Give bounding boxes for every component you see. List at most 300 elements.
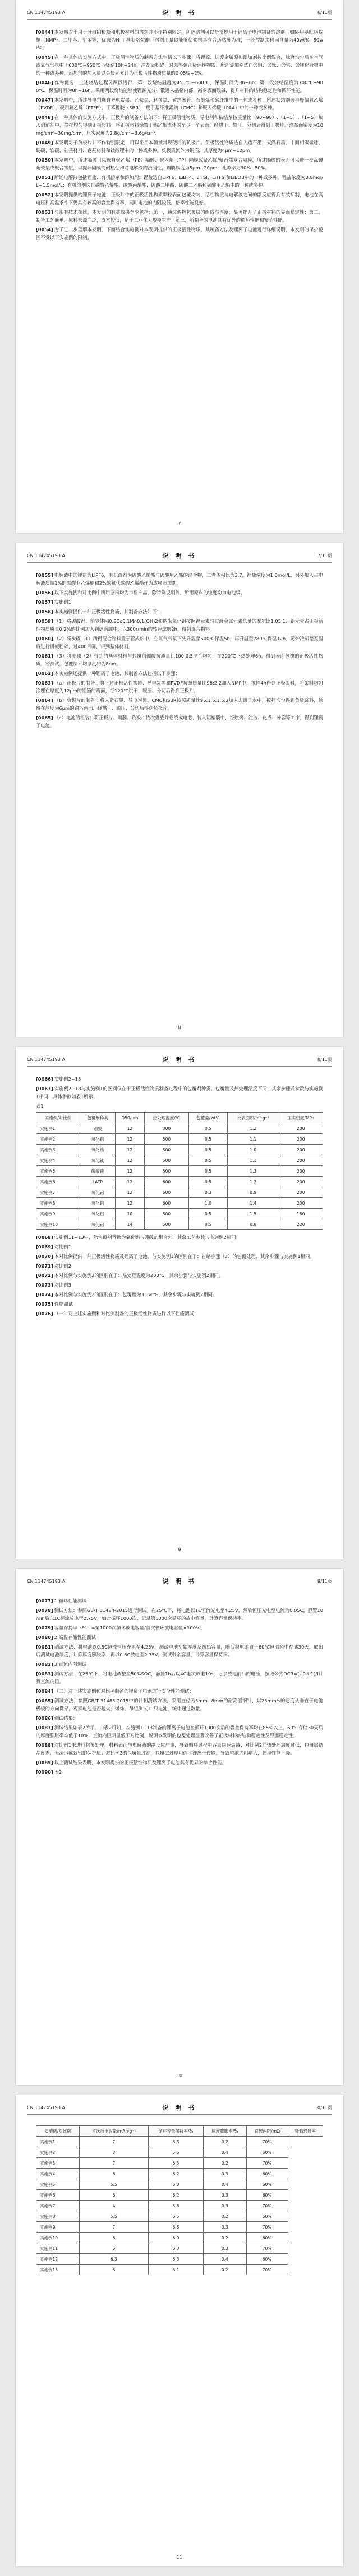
paragraph-text: 对比例1未进行包覆处理，材料表面与电解液的副反应严重，导致循环过程中容量快速衰减；对比例2的热处理温度过低，包覆层结晶度差，无法形成致密的保护层；对比例3的包覆量过高，包覆层过厚阻碍了锂离子传输，导致电池内阻增大，倍率性能下降。 [36, 1742, 323, 1756]
table-cell: 0.3 [204, 2222, 246, 2233]
paragraph-text: 实施例11~13中，除包覆剂替换为氧化铝与硼酸的组合外，其余工艺参数与实施例2相同。 [54, 1234, 241, 1240]
publication-number: CN 114745193 A [27, 1579, 65, 1584]
paragraph-text: 本对比例与实施例2的区别在于：包覆量为3.0wt%，其余步骤与实施例2相同。 [54, 1292, 218, 1297]
paragraph-text: （a）正极片的制备：将上述正极活性物质、导电炭黑和PVDF按照质量比96:2:2加入NMP中，搅拌4h得到正极浆料，将浆料均匀涂覆在厚度为12μm的铝箔的两面，经120℃烘干、辊压、分切后得到正极片。 [36, 680, 323, 694]
table-header-cell: 比表面积/m²·g⁻¹ [227, 1113, 279, 1123]
paragraph-number: [0051] [36, 175, 53, 180]
paragraph-text: 对比例1 [54, 1244, 71, 1250]
paragraph-text: 所述电解液包括锂盐、有机溶剂和添加剂；锂盐选自LiPF6、LiBF4、LiFSI、LiTFSI和LiBOB中的一种或多种，锂盐浓度为0.8mol/L~1.5mol/L；有机溶剂选自碳酸乙烯酯、碳酸丙烯酯、碳酸二甲酯、碳酸二乙酯和碳酸甲乙酯中的一种或多种。 [36, 175, 323, 188]
table-cell: 实施例13 [36, 2265, 80, 2275]
paragraph [36, 679, 323, 695]
paragraph [36, 1697, 323, 1712]
table-row [36, 2233, 323, 2243]
table-cell: 12 [115, 1134, 144, 1145]
table-cell: 0.3 [189, 1187, 228, 1198]
table-header-cell: 循环容量保持率/% [148, 2126, 203, 2137]
table-cell: 1.0 [227, 1145, 279, 1155]
table-cell: 200 [279, 1155, 323, 1166]
paragraph-text: （c）电池的组装：将正极片、隔膜、负极片依次叠放并卷绕成电芯，装入铝塑膜中，经烘烤、注液、化成、分容等工序，得到锂离子电池。 [36, 715, 323, 728]
table-cell: 200 [279, 1187, 323, 1198]
table-cell: 实施例1 [36, 2137, 80, 2147]
paragraph-number: [0067] [36, 1086, 53, 1091]
paragraph-number: [0055] [36, 572, 53, 578]
paragraph-text: 测试方法：参照GB/T 31485-2015中的针刺测试方法，采用直径为5mm~8mm的耐高温钢针，以25mm/s的速度从垂直于电池极板的方向贯穿，观察电池是否起火、爆炸。每组测试10只电池，统计通过数量。 [36, 1698, 323, 1711]
paragraph-number: [0076] [36, 1311, 53, 1316]
table-row [36, 2222, 323, 2233]
paragraph [36, 714, 323, 729]
table-cell: 200 [279, 1145, 323, 1155]
table-cell: 0.5 [189, 1166, 228, 1177]
table-cell: 1.1 [227, 1134, 279, 1145]
table-row [36, 2147, 323, 2158]
table-cell: 500 [144, 1219, 188, 1230]
table-cell: 0.5 [189, 1145, 228, 1155]
table-cell: 10 [115, 1209, 144, 1219]
paragraph [36, 28, 323, 52]
table-cell: 6 [79, 2233, 148, 2243]
table-cell: 0.2 [204, 2265, 246, 2275]
paragraph-number: [0050] [36, 157, 53, 163]
table-cell: 200 [279, 1166, 323, 1177]
table-cell: 实施例6 [36, 2190, 80, 2201]
paragraph-text: 表2 [54, 1769, 62, 1775]
table-cell: 12 [115, 1198, 144, 1209]
paragraph-text: 本发明中，所述导电剂选自导电炭黑、乙炔黑、科琴黑、碳纳米管、石墨烯和碳纤维中的一种或多种；所述粘结剂选自聚偏氟乙烯（PVDF）、聚四氟乙烯（PTFE）、丁苯橡胶（SBR）、羧甲基纤维素钠（CMC）和聚丙烯酸（PAA）中的一种或多种。 [36, 97, 323, 111]
paragraph-text: 实施例2~13与实施例1的区别仅在于正极活性物质制备过程中的包覆剂种类、包覆量及热处理温度不同，其余步骤及参数与实施例1相同，具体参数如表1所示。 [36, 1086, 323, 1099]
table-cell: 70% [246, 2265, 288, 2275]
table-cell: 12 [115, 1155, 144, 1166]
paragraph-number: [0075] [36, 1301, 53, 1307]
table-cell: 4 [79, 2201, 148, 2211]
paragraph-number: [0090] [36, 1769, 53, 1775]
table-cell: 200 [279, 1123, 323, 1134]
table-cell: 6.0 [148, 2179, 203, 2190]
table-row [36, 2179, 323, 2190]
paragraph [36, 1643, 323, 1659]
table-header-cell: 实施例/对比例 [36, 2126, 80, 2137]
table-cell: 600 [144, 1187, 188, 1198]
table-cell: 磷酸锂 [80, 1166, 115, 1177]
paragraph [36, 1741, 323, 1757]
table-cell: 0.2 [204, 2158, 246, 2169]
paragraph [36, 1075, 323, 1083]
table-cell: 0.4 [204, 2254, 246, 2265]
table-cell: 60% [246, 2147, 288, 2158]
table-body [36, 2137, 323, 2275]
table-body [36, 1123, 323, 1230]
paragraph-number: [0068] [36, 1234, 53, 1240]
table-cell: 6.8 [148, 2222, 203, 2233]
table-cell: 500 [144, 1134, 188, 1145]
table-cell: 0.3 [204, 2190, 246, 2201]
table-cell: 0.4 [204, 2147, 246, 2158]
parameter-table [36, 1112, 323, 1230]
table-cell: 实施例7 [36, 2201, 80, 2211]
table-cell: 1.1 [227, 1155, 279, 1166]
table-cell: 实施例2 [36, 1134, 80, 1145]
table-cell: 氧化铝 [80, 1134, 115, 1145]
paragraph [36, 1758, 323, 1766]
table-cell: LATP [80, 1177, 115, 1187]
table-cell: 70% [246, 2222, 288, 2233]
table-cell: 0.3 [204, 2243, 246, 2254]
table-header-row [36, 2126, 323, 2137]
table-cell: 氧化铝 [80, 1198, 115, 1209]
table-row [36, 2137, 323, 2147]
page-number: 11 [176, 2555, 183, 2560]
paragraph-number: [0056] [36, 590, 53, 595]
paragraph-text: 实施例2~13 [54, 1076, 81, 1082]
paragraph-number: [0073] [36, 1282, 53, 1288]
paragraph-text: 对比例2 [54, 1263, 71, 1269]
page-number: 7 [178, 521, 181, 526]
paragraph-number: [0071] [36, 1263, 53, 1269]
table-cell: 7 [79, 2137, 148, 2147]
paragraph [36, 96, 323, 112]
paragraph-number: [0045] [36, 54, 53, 60]
table-row [36, 2254, 323, 2265]
paragraph-number: [0065] [36, 715, 53, 720]
table-row [36, 1219, 323, 1230]
table-cell: 0.2 [204, 2233, 246, 2243]
paragraph-text: 3.直流内阻测试 [54, 1661, 87, 1667]
paragraph [36, 226, 323, 241]
table-header-row [36, 1113, 323, 1123]
table-cell: 500 [144, 1209, 188, 1219]
table-row [36, 2158, 323, 2169]
table-cell: 实施例10 [36, 2233, 80, 2243]
table-cell: 0.5 [189, 1177, 228, 1187]
paragraph [36, 208, 323, 224]
page-header [27, 1576, 332, 1588]
table-header-cell: 热处理温度/℃ [144, 1113, 188, 1123]
publication-number: CN 114745193 A [27, 2105, 65, 2110]
table-cell: 5.5 [79, 2211, 148, 2222]
paragraph-number: [0074] [36, 1292, 53, 1297]
paragraph-number: [0058] [36, 609, 53, 614]
paragraph [36, 1724, 323, 1739]
paragraph-text: 测试结果如表2所示。由表2可知，实施例1~13制备的锂离子电池在循环1000次后的容量保持率均在85%以上，60℃存储30天后的厚度膨胀率均低于10%，直流内阻明显低于对比例，说明本发明的包覆处理显著改善了正极材料的结构稳定性及界面稳定性。 [36, 1725, 323, 1738]
table-row [36, 1134, 323, 1145]
paragraph [36, 1633, 323, 1641]
paragraph-text: 测试结果： [54, 1715, 78, 1721]
paragraph-number: [0044] [36, 29, 53, 35]
paragraph-text: （b）负极片的制备：将人造石墨、导电炭黑、CMC和SBR按照质量比95:1.5:1.5:2加入去离子水中，搅拌均匀得到负极浆料，涂覆在厚度为6μm的铜箔两面，经烘干、辊压、分切后得到负极片。 [36, 697, 323, 711]
table-cell: 1.3 [227, 1166, 279, 1177]
paragraph-text: （3）将步骤（2）得到的基体材料与包覆剂硼酸按质量比100:0.5混合均匀，在300℃下热处理6h，得到表面包覆的正极活性物质。经测试，包覆层平均厚度约为8nm。 [36, 653, 323, 667]
page-count: 10/11页 [314, 2105, 332, 2110]
table-header-cell: 厚度膨胀率/% [204, 2126, 246, 2137]
table-cell: 600 [144, 1177, 188, 1187]
table-cell: 硼酸 [80, 1123, 115, 1134]
paragraph [36, 139, 323, 154]
table-cell: 7 [79, 2222, 148, 2233]
table-cell: 12 [115, 1166, 144, 1177]
table-cell: 6.3 [148, 2254, 203, 2265]
paragraph [36, 696, 323, 712]
paragraph [36, 1300, 323, 1308]
paragraph-number: [0061] [36, 653, 53, 659]
paragraph-number: [0057] [36, 599, 53, 605]
paragraph-number: [0070] [36, 1253, 53, 1259]
table-cell: 实施例1 [36, 1123, 80, 1134]
table-cell: 0.5 [189, 1155, 228, 1166]
paragraph-text: （2）将步骤（1）所得混合物料置于管式炉中，在氧气气氛下先升温至500℃保温5h，再升温至780℃保温12h，随炉冷却至室温后进行机械粉碎，过400目筛，得到基体材料。 [36, 636, 323, 649]
table-row [36, 1123, 323, 1134]
table-cell: 1.4 [227, 1198, 279, 1209]
paragraph [36, 191, 323, 206]
paragraph-number: [0052] [36, 192, 53, 198]
table-cell: 实施例9 [36, 1209, 80, 1219]
paragraph [36, 1768, 323, 1776]
paragraph-text: 本发明提供的锂离子电池，正极片中的正极活性物质颗粒表面包覆均匀，活性物质与电解液之间的副反应得到有效抑制，电池在高电压和高温条件下仍具有较高的容量保持率，同时电池的内阻较低，倍率性能良好。 [36, 192, 323, 205]
table-cell: 6.3 [79, 2254, 148, 2265]
table-header-cell: 针刺通过率 [288, 2126, 323, 2137]
table-row [36, 2265, 323, 2275]
table-cell: 60% [246, 2190, 288, 2201]
document-page-2 [16, 543, 343, 1037]
table-cell: 12 [115, 1187, 144, 1198]
page-number: 10 [176, 2073, 183, 2078]
page-title: 说 明 书 [162, 2104, 197, 2111]
paragraph-text: 本发明中，所述隔膜可以选自聚乙烯（PE）隔膜、聚丙烯（PP）隔膜或聚乙烯/聚丙烯复合隔膜，所述隔膜的表面可以进一步涂覆陶瓷层或聚合物层，以提升隔膜的耐热性和对电解液的浸润性，隔膜厚度为5μm~20μm，孔隙率为30%~50%。 [36, 157, 323, 171]
table-row [36, 1166, 323, 1177]
page-title: 说 明 书 [162, 9, 197, 16]
table-cell: 6.3 [148, 2137, 203, 2147]
page-number: 8 [178, 1025, 181, 1030]
table-cell: 0.5 [189, 1134, 228, 1145]
paragraph-number: [0077] [36, 1598, 53, 1604]
page-number: 9 [178, 1547, 181, 1552]
paragraph-number: [0085] [36, 1698, 53, 1703]
paragraph [36, 571, 323, 587]
table-cell: 60% [246, 2169, 288, 2179]
paragraph [36, 1281, 323, 1289]
page-body [36, 1075, 323, 1536]
table-cell: 实施例11 [36, 2243, 80, 2254]
table-cell: 实施例8 [36, 1198, 80, 1209]
table-cell: 实施例5 [36, 1166, 80, 1177]
paragraph-text: 电解液中的锂盐为LiPF6，有机溶剂为碳酸乙烯酯与碳酸甲乙酯的混合物，二者体积比为3:7，锂盐浓度为1.0mol/L，另外加入占电解液质量1%的碳酸亚乙烯酯和2%的氟代碳酸乙烯酯作为成膜添加剂。 [36, 572, 323, 586]
table-cell: 6.1 [148, 2265, 203, 2275]
paragraph-number: [0066] [36, 1076, 53, 1082]
paragraph-text: 作为优选，上述烧结过程分两段进行，第一段烧结温度为450℃~600℃，保温时间为3h~6h；第二段烧结温度为700℃~900℃，保温时间为8h~16h。采用两段烧结能够使锂源充分扩散进入晶格内部，减少表面残碱，提升材料的结构稳定性和循环性能。 [36, 80, 323, 93]
table-cell: 6.0 [148, 2233, 203, 2243]
paragraph [36, 156, 323, 172]
paragraph-text: 与现有技术相比，本发明的有益效果至少包括：第一，通过调控包覆层的组成与厚度，显著提升了正极材料的界面稳定性；第二，制备工艺简单，原料来源广泛，成本较低，适于工业化大规模生产；第三，所制备的电池具有优异的循环性能和安全性能。 [36, 209, 323, 223]
table-cell: 0.8 [227, 1219, 279, 1230]
paragraph [36, 1606, 323, 1622]
table-cell: 1.5 [227, 1209, 279, 1219]
paragraph-number: [0054] [36, 227, 53, 232]
paragraph [36, 1252, 323, 1260]
table-header-cell: 包覆剂种类 [80, 1113, 115, 1123]
paragraph [36, 1233, 323, 1241]
table-cell: 200 [279, 1134, 323, 1145]
paragraph-number: [0059] [36, 618, 53, 624]
paragraph-number: [0072] [36, 1273, 53, 1278]
table-header-cell: 首次放电容量/mAh·g⁻¹ [79, 2126, 148, 2137]
table-cell: 氧化铝 [80, 1219, 115, 1230]
document-page-4 [16, 1569, 343, 2085]
table-cell: 60% [246, 2233, 288, 2243]
paragraph-text: 为了进一步理解本发明，下面结合实施例对本发明提供的正极活性物质、其制备方法及锂离子电池进行详细说明，本发明的保护范围不受以下实施例的限制。 [36, 227, 323, 240]
table-cell: 氧化铝 [80, 1187, 115, 1198]
table-row [36, 2211, 323, 2222]
table-cell: 7 [79, 2158, 148, 2169]
paragraph-number: [0087] [36, 1725, 53, 1730]
paragraph-text: 本实施例提供一种正极活性物质，其制备方法如下： [54, 609, 162, 614]
document-page-3 [16, 1047, 343, 1559]
table-cell: 500 [144, 1145, 188, 1155]
paragraph-number: [0063] [36, 680, 53, 686]
paragraph-text: （二）对上述实施例和对比例制备的锂离子电池进行安全性能测试： [54, 1688, 194, 1694]
table-row [36, 1209, 323, 1219]
paragraph [36, 1291, 323, 1298]
paragraph-number: [0078] [36, 1608, 53, 1613]
table-cell: 500 [144, 1166, 188, 1177]
table-cell: 200 [279, 1198, 323, 1209]
table-row [36, 2169, 323, 2179]
table-cell: 6 [79, 2265, 148, 2275]
paragraph [36, 1597, 323, 1605]
table-row [36, 1177, 323, 1187]
paragraph-number: [0064] [36, 697, 53, 703]
paragraph [36, 1624, 323, 1632]
page-count: 6/11页 [317, 10, 332, 15]
table-cell: 0.9 [227, 1187, 279, 1198]
table-cell: 220 [279, 1219, 323, 1230]
table-cell: 实施例3 [36, 1145, 80, 1155]
paragraph-text: 对比例3 [54, 1282, 71, 1288]
paragraph-number: [0086] [36, 1715, 53, 1721]
table-cell: 0.4 [204, 2179, 246, 2190]
table-cell: 6.5 [148, 2211, 203, 2222]
table-cell: 实施例7 [36, 1187, 80, 1198]
paragraph-text: 在一种具体的实施方式中，正极活性物质的制备方法包括以下步骤：将锂源、过渡金属源和添加剂按比例混合，球磨均匀后在空气或氧气气氛中于600℃~950℃下烧结10h~24h，冷却后粉碎、过筛得到正极活性物质。所述添加剂选自含铝、含钛、含锆、含镁化合物中的一种或多种，添加剂的加入量以金属元素计为正极活性物质质量的0.05%~2%。 [36, 54, 323, 76]
page-header [27, 7, 332, 20]
paragraph [36, 669, 323, 677]
table-cell: 实施例4 [36, 2169, 80, 2179]
paragraph-number: [0053] [36, 209, 53, 215]
table-cell: 0.2 [204, 2137, 246, 2147]
table-cell: 50% [246, 2211, 288, 2222]
paragraph-number: [0062] [36, 671, 53, 676]
table-row [36, 1155, 323, 1166]
table-row [36, 1198, 323, 1209]
paragraph [36, 1714, 323, 1722]
paragraph-number: [0049] [36, 140, 53, 145]
table-cell: 0.5 [189, 1209, 228, 1219]
paragraph [36, 1243, 323, 1251]
paragraph [36, 589, 323, 596]
paragraph-text: 测试方法：在25℃下，将电池调整至50%SOC，静置1h后以4C电流放电10s，记录放电前后的电压，按照公式DCR=(U0-U1)/I计算直流内阻。 [36, 1671, 323, 1684]
paragraph-text: 本发明对于用于分散阴极粉和电极材料的溶剂并不作特别限定，所述溶剂可以是常规用于锂离子电池制备的溶剂，如N-甲基吡咯烷酮（NMP）、二甲苯、甲苯等，优选为N-甲基吡咯烷酮。溶剂用量以能够使浆料具有合适粘度为准，一般控制浆料固含量为40wt%~80wt%。 [36, 29, 323, 50]
table-header-cell: D50/μm [115, 1113, 144, 1123]
publication-number: CN 114745193 A [27, 1057, 65, 1062]
paragraph-text: 实施例1 [54, 599, 71, 605]
table-cell: 12 [115, 1123, 144, 1134]
table-cell: 500 [144, 1155, 188, 1166]
paragraph [36, 1660, 323, 1668]
table-cell: 200 [279, 1177, 323, 1187]
table-cell: 70% [246, 2158, 288, 2169]
table-row [36, 2201, 323, 2211]
table-cell: 实施例9 [36, 2222, 80, 2233]
table-row [36, 2190, 323, 2201]
paragraph-number: [0084] [36, 1688, 53, 1694]
paragraph [36, 1085, 323, 1100]
table-header-cell: 包覆量/wt% [189, 1113, 228, 1123]
table-cell: 1.2 [227, 1123, 279, 1134]
table-cell: 6 [79, 2243, 148, 2254]
table-cell: 3 [79, 2147, 148, 2158]
table-cell: 0.3 [204, 2201, 246, 2211]
paragraph-text: 在一种具体的实施方式中，正极片的制备方法如下：将正极活性物质、导电剂和粘结剂按质量比（90~98）:（1~5）:（1~5）加入到溶剂中，搅拌均匀得到正极浆料；将正极浆料涂覆于铝箔集流体的至少一个表面，经烘干、辊压、分切后得到正极片。涂布面密度为10mg/cm²~30mg/cm²，压实密度为2.8g/cm³~3.6g/cm³。 [36, 114, 323, 136]
paragraph-text: 本对比例提供一种正极活性物质及锂离子电池，与实施例1的区别在于：省略步骤（3）的包覆处理，其余步骤与实施例1相同。 [54, 1253, 315, 1259]
page-body [36, 28, 323, 511]
table-cell: 1.2 [227, 1177, 279, 1187]
paragraph-text: 测试方法：将电池以0.5C恒流恒压充电至4.25V，测试电池初始厚度及初始容量，随后将电池置于60℃恒温箱中存储30天，取出后测试电池厚度，计算厚度膨胀率；再以0.5C放电至2.75V，测试剩余容量，计算容量保持率。 [36, 1644, 323, 1657]
paragraph-text: 测试方法：参照GB/T 31484-2015进行测试。在25℃下，将电池以1C恒流充电至4.25V，然后恒压充电至电流为0.05C，静置10min后以1C恒流放电至2.75V，如此循环1000次，记录第1000次循环的放电容量，计算容量保持率。 [36, 1608, 323, 1621]
page-body [36, 571, 323, 1014]
table-cell: 氧化铝 [80, 1209, 115, 1219]
paragraph [36, 53, 323, 77]
page-count: 7/11页 [317, 553, 332, 558]
paragraph-number: [0089] [36, 1760, 53, 1765]
table-cell: 14 [115, 1219, 144, 1230]
table-cell: 实施例10 [36, 1219, 80, 1230]
paragraph-text: 容量保持率（%）=第1000次循环放电容量/首次循环放电容量×100%。 [54, 1625, 205, 1631]
paragraph [36, 1262, 323, 1270]
table-cell: 70% [246, 2137, 288, 2147]
paragraph-text: 2.高温存储性能测试 [54, 1634, 96, 1640]
page-header [27, 1054, 332, 1067]
paragraph-number: [0080] [36, 1634, 53, 1640]
paragraph-text: 1.循环性能测试 [54, 1598, 87, 1604]
table-cell: 60% [246, 2254, 288, 2265]
table-cell: 实施例12 [36, 2254, 80, 2265]
table-cell: 5.5 [79, 2179, 148, 2190]
paragraph [36, 1670, 323, 1686]
paragraph-text: 性能测试 [54, 1301, 73, 1307]
page-count: 8/11页 [317, 1057, 332, 1062]
paragraph-text: 以下实施例和对比例中所用原料均为市售产品，除特殊说明外，所用原料的纯度均为电池级。 [54, 590, 245, 595]
results-table [36, 2125, 323, 2275]
table-cell: 1.0 [189, 1198, 228, 1209]
table-cell: 0.3 [204, 2169, 246, 2179]
page-header [27, 2102, 332, 2115]
table-header-cell: 压实密度/MPa [279, 1113, 323, 1123]
table-cell: 600 [144, 1198, 188, 1209]
table-cell: 0.2 [204, 2211, 246, 2222]
paragraph-number: [0048] [36, 114, 53, 120]
paragraph-number: [0082] [36, 1661, 53, 1667]
table-cell: 70% [246, 2243, 288, 2254]
table-cell: 实施例6 [36, 1177, 80, 1187]
table-cell: 6 [79, 2169, 148, 2179]
paragraph-number: [0060] [36, 636, 53, 641]
table-cell: 180 [279, 1209, 323, 1219]
paragraph [36, 598, 323, 606]
paragraph [36, 608, 323, 616]
table-cell: 12 [115, 1145, 144, 1155]
paragraph-text: 本实施例还提供一种锂离子电池，其制备方法包括以下步骤： [54, 671, 180, 676]
paragraph [36, 1271, 323, 1279]
page-title: 说 明 书 [162, 552, 197, 559]
table-caption: 表1 [36, 1103, 44, 1109]
paragraph [36, 79, 323, 94]
